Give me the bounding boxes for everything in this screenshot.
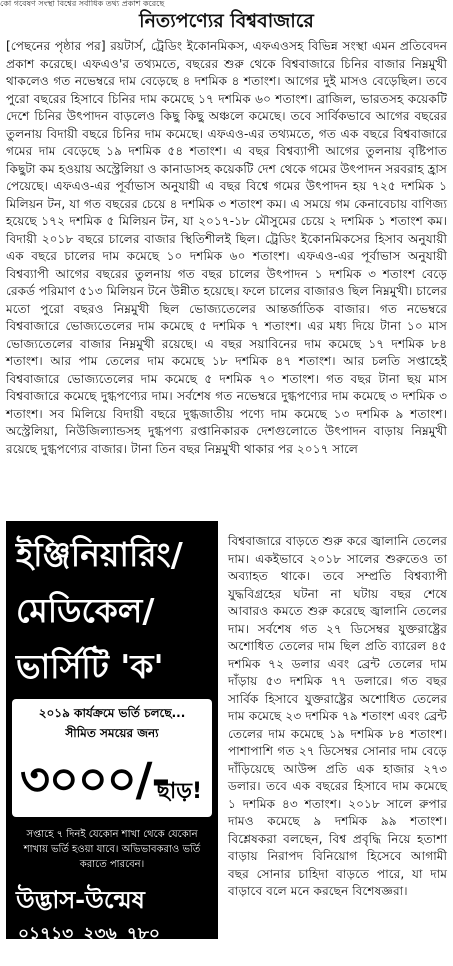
article-headline: নিত্যপণ্যের বিশ্ববাজারে: [139, 10, 314, 32]
ad-discount-label: ছাড়!: [156, 779, 202, 804]
advertisement: [6, 521, 218, 966]
ad-title-line: ইঞ্জিনিয়ারিং/: [16, 535, 183, 574]
article-paragraph: [পেছনের পৃষ্ঠার পর] রয়টার্স, ট্রেডিং ইকোনমিকস, এফএওসহ বিভিন্ন সংস্থা এমন প্রতিবেদন প্রকাশ করেছে। এফএও'র তথ্যমতে, বছরের শুরু থেকে বিশ্ববাজারে চিনির বাজার নিম্নমুখী থাকলেও গত নভেম্বরে দাম বেড়েছে ৪ দশমিক ৪ শতাংশ। আগের দুই মাসও বেড়েছিল। তবে পুরো বছরের হিসাবে চিনির দাম কমেছে ১৭ দশমিক ৬০ শতাংশ। ব্রাজিল, ভারতসহ কয়েকটি দেশে চিনির উৎপাদন বাড়লেও কিছু কিছু অঞ্চলে কমেছে। তবে সার্বিকভাবে আগের বছরের তুলনায় বিদায়ী বছরে চিনির দাম কমেছে। এফএও-এর তথ্যমতে, গত এক বছরে বিশ্ববাজারে গমের দাম বেড়েছে ১৯ দশমিক ৫৪ শতাংশ। এ বছর বিশ্বব্যাপী আগের তুলনায় বৃষ্টিপাত কিছুটা কম হওয়ায় অস্ট্রেলিয়া ও কানাডাসহ কয়েকটি দেশ থেকে গমের উৎপাদন সরবরাহ হ্রাস পেয়েছে। এফএও-এর পূর্বাভাস অনুযায়ী এ বছর বিশ্বে গমের উৎপাদন হয় ৭২৫ দশমিক ১ মিলিয়ন টন, যা গত বছরের চেয়ে ৪ দশমিক ৩ শতাংশ কম। এ সময়ে গম কেনাবেচায় বাণিজ্য হয়েছে ১৭২ দশমিক ৫ মিলিয়ন টন, যা ২০১৭-১৮ মৌসুমের চেয়ে ২ দশমিক ১ শতাংশ কম। বিদায়ী ২০১৮ বছরে চালের বাজার স্থিতিশীলই ছিল। ট্রেডিং ইকোনমিকসের হিসাব অনুযায়ী এক বছরে চালের দাম কমেছে ১০ দশমিক ৬০ শতাংশ। এফএও-এর পূর্বাভাস অনুযায়ী বিশ্বব্যাপী আগের বছরের তুলনায় গত বছর চালের উৎপাদন ১ দশমিক ৩ শতাংশ বেড়ে রেকর্ড পরিমাণ ৫১৩ মিলিয়ন টনে উন্নীত হয়েছে। ফলে চালের বাজারও ছিল নিম্নমুখী। চালের মতো পুরো বছরও নিম্নমুখী ছিল ভোজ্যতেলের আন্তর্জাতিক বাজার। গত নভেম্বরে বিশ্ববাজারে ভোজ্যতেলের দাম কমেছে ৫ দশমিক ৭ শতাংশ। এর মধ্য দিয়ে টানা ১০ মাস ভোজ্যতেলের বাজার নিম্নমুখী রয়েছে। এ বছর সয়াবিনের দাম কমেছে ১৭ দশমিক ৮৪ শতাংশ। আর পাম তেলের দাম কমেছে ১৮ দশমিক ৪৭ শতাংশ। আর চলতি সপ্তাহেই বিশ্ববাজারে ভোজ্যতেলের দাম কমেছে ৫ দশমিক ৭০ শতাংশ। গত বছর টানা ছয় মাস বিশ্ববাজারে কমেছে দুগ্ধপণ্যের দাম। সর্বশেষ গত নভেম্বরে দুগ্ধপণ্যের দাম কমেছে ৩ দশমিক ৩ শতাংশ। সব মিলিয়ে বিদায়ী বছরে দুগ্ধজাতীয় পণ্যে দাম কমেছে ১৩ দশমিক ৯ শতাংশ। অস্ট্রেলিয়া, নিউজিল্যান্ডসহ দুগ্ধপণ্য রপ্তানিকারক দেশগুলোতে উৎপাদন বাড়ায় নিম্নমুখী রয়েছে দুগ্ধপণ্যের বাজার। টানা তিন বছর নিম্নমুখী থাকার পর ২০১৭ সালে: [6, 39, 447, 456]
ad-discount-amount: ৩০০০/-: [20, 752, 170, 806]
article-body-right: [228, 521, 447, 913]
article-paragraph: বিশ্ববাজারে বাড়তে শুরু করে জ্বালানি তেলের দাম। একইভাবে ২০১৮ সালের শুরুতেও তা অব্যাহত থাকে। তবে সম্প্রতি বিশ্বব্যাপী যুদ্ধবিগ্রহের ঘটনা না ঘটায় বছর শেষে আবারও কমতে শুরু করেছে জ্বালানি তেলের দাম। সর্বশেষ গত ২৭ ডিসেম্বর যুক্তরাষ্ট্রের অশোধিত তেলের দাম ছিল প্রতি ব্যারেল ৪৫ দশমিক ৭২ ডলার এবং ব্রেন্ট তেলের দাম দাঁড়ায় ৫৩ দশমিক ৭৭ ডলারে। গত বছর সার্বিক হিসাবে যুক্তরাষ্ট্রের অশোধিত তেলের দাম কমেছে ২৩ দশমিক ৭৯ শতাংশ এবং ব্রেন্ট তেলের দাম কমেছে ১৯ দশমিক ৮৪ শতাংশ। পাশাপাশি গত ২৭ ডিসেম্বর সোনার দাম বেড়ে দাঁড়িয়েছে আউন্স প্রতি এক হাজার ২৭৩ ডলার। তবে এক বছরের হিসাবে দাম কমেছে ১ দশমিক ৪৩ শতাংশ। ২০১৮ সালে রুপার দামও কমেছে ৯ দশমিক ৯৯ শতাংশ। বিশ্লেষকরা বলছেন, বিশ্ব প্রবৃদ্ধি নিয়ে হতাশা বাড়ায় নিরাপদ বিনিয়োগ হিসেবে আগামী বছর সোনার চাহিদা বাড়তে পারে, যা দাম বাড়াবে বলে মনে করছেন বিশেষজ্ঞরা।: [228, 534, 447, 899]
ad-title: [6, 521, 218, 695]
article-body-top: [6, 38, 447, 458]
ad-title-line: মেডিকেল/: [16, 591, 155, 630]
ad-note: সপ্তাহে ৭ দিনই যেকোন শাখা থেকে যেকোন শাখায় ভর্তি হওয়া যাবে। অভিভাবকরাও ভর্তি করাতে পারবেন।: [23, 829, 201, 870]
ad-promo-line: ২০১৯ কার্যক্রমে ভর্তি চলছে...: [38, 706, 186, 720]
ad-phone: ০১৭১৩ ২৩৬ ৭৮০: [18, 924, 160, 944]
ad-promo-box: [12, 699, 212, 817]
ad-promo-line: সীমিত সময়ের জন্য: [65, 726, 159, 740]
ad-phone: ০১৭৮৭ ৬৮৭ ৫১৬: [18, 946, 160, 966]
ad-brand: উদ্ভাস-উন্মেষ: [16, 885, 145, 914]
top-cut-text: কো গবেষণ সংস্থা বিশ্বের সর্বাধিক তথ্য প্রকাশ করেছে: [0, 0, 165, 8]
ad-title-line: ভার্সিটি 'ক': [16, 647, 164, 686]
